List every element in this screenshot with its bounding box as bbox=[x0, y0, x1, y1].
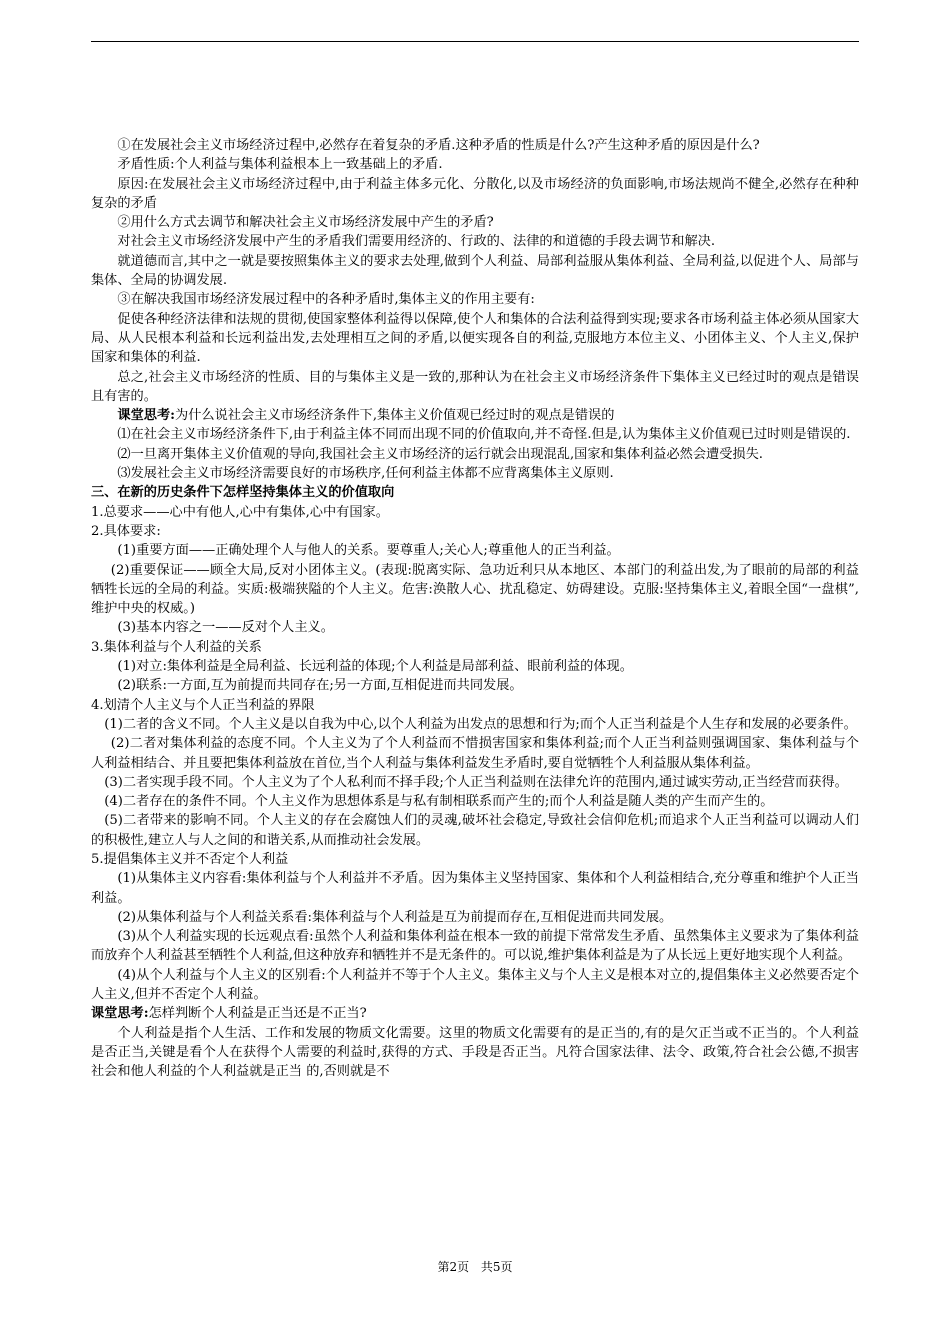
paragraph bbox=[91, 155, 859, 174]
page-total: 共5页 bbox=[480, 1260, 513, 1274]
paragraph-text: 总之,社会主义市场经济的性质、目的与集体主义是一致的,那种认为在社会主义市场经济条件下集体主义已经过时的观点是错误且有害的。 bbox=[91, 369, 859, 404]
classroom-thinking-label: 课堂思考: bbox=[91, 1006, 149, 1022]
paragraph-text: 怎样判断个人利益是正当还是不正当? bbox=[148, 1006, 367, 1022]
paragraph bbox=[91, 908, 859, 927]
paragraph-text: 2.具体要求: bbox=[91, 523, 161, 539]
paragraph bbox=[91, 425, 859, 444]
paragraph-text: 1.总要求——心中有他人,心中有集体,心中有国家。 bbox=[91, 504, 389, 520]
paragraph-text: 个人利益是指个人生活、工作和发展的物质文化需要。这里的物质文化需要有的是正当的,有的是欠正当或不正当的。个人利益是否正当,关键是看个人在获得个人需要的利益时,获得的方式、手段是否正当。凡符合国家法律、法令、政策,符合社会公德,不损害社会和他人利益的个人利益就是正当 的,否则就是不 bbox=[91, 1025, 859, 1080]
paragraph bbox=[91, 561, 859, 619]
paragraph-text: ③在解决我国市场经济发展过程中的各种矛盾时,集体主义的作用主要有: bbox=[117, 292, 535, 308]
paragraph bbox=[91, 232, 859, 251]
paragraph-text: 3.集体利益与个人利益的关系 bbox=[91, 639, 262, 655]
paragraph bbox=[91, 676, 859, 695]
paragraph bbox=[91, 1004, 859, 1023]
paragraph-text: 促使各种经济法律和法规的贯彻,使国家整体利益得以保障,使个人和集体的合法利益得到实现;要求各市场利益主体必须从国家大局、从人民根本利益和长远利益出发,去处理相互之间的矛盾,以便实现各自的利益,克服地方本位主义、小团体主义、个人主义,保护国家和集体的利益. bbox=[91, 311, 859, 366]
page-footer bbox=[0, 1258, 950, 1275]
paragraph-text: 对社会主义市场经济发展中产生的矛盾我们需要用经济的、行政的、法律的和道德的手段去调节和解决. bbox=[117, 234, 716, 250]
paragraph bbox=[91, 136, 859, 155]
paragraph-text: (4)二者存在的条件不同。个人主义作为思想体系是与私有制相联系而产生的;而个人利益是随人类的产生而产生的。 bbox=[104, 794, 774, 810]
paragraph-text: ①在发展社会主义市场经济过程中,必然存在着复杂的矛盾.这种矛盾的性质是什么?产生这种矛盾的原因是什么? bbox=[117, 138, 760, 153]
paragraph-text: (1)二者的含义不同。个人主义是以自我为中心,以个人利益为出发点的思想和行为;而个人正当利益是个人生存和发展的必要条件。 bbox=[104, 716, 857, 732]
paragraph-text: 矛盾性质:个人利益与集体利益根本上一致基础上的矛盾. bbox=[117, 157, 443, 173]
paragraph-text: (2)二者对集体利益的态度不同。个人主义为了个人利益而不惜损害国家和集体利益;而个人正当利益则强调国家、集体利益与个人利益相结合、并且要把集体利益放在首位,当个人利益与集体利益发生矛盾时,要自觉牺牲个人利益服从集体利益。 bbox=[91, 736, 859, 771]
paragraph bbox=[91, 792, 859, 811]
paragraph bbox=[91, 638, 859, 657]
paragraph bbox=[91, 869, 859, 908]
paragraph bbox=[91, 541, 859, 560]
paragraph-text: (3)二者实现手段不同。个人主义为了个人私利而不择手段;个人正当利益则在法律允许的范围内,通过诚实劳动,正当经营而获得。 bbox=[104, 774, 848, 790]
paragraph-text: (4)从个人利益与个人主义的区别看:个人利益并不等于个人主义。集体主义与个人主义是根本对立的,提倡集体主义必然要否定个人主义,但并不否定个人利益。 bbox=[91, 967, 859, 1003]
paragraph-text: (1)对立:集体利益是全局利益、长远利益的体现;个人利益是局部利益、眼前利益的体现。 bbox=[117, 659, 633, 675]
paragraph bbox=[91, 445, 859, 464]
paragraph-text: 就道德而言,其中之一就是要按照集体主义的要求去处理,做到个人利益、局部利益服从集体利益、全局利益,以促进个人、局部与集体、全局的协调发展. bbox=[91, 253, 859, 289]
page-number: 第2页 bbox=[437, 1260, 470, 1274]
document-body bbox=[91, 136, 859, 1082]
paragraph-text: 4.划清个人主义与个人正当利益的界限 bbox=[91, 697, 315, 713]
paragraph bbox=[91, 213, 859, 232]
paragraph bbox=[91, 715, 859, 734]
paragraph-text: (3)从个人利益实现的长远观点看:虽然个人利益和集体利益在根本一致的前提下常常发生矛盾、虽然集体主义要求为了集体利益而放弃个人利益甚至牺牲个人利益,但这种放弃和牺牲并不是无条件的。可以说,维护集体利益是为了从长远上更好地实现个人利益。 bbox=[91, 929, 859, 964]
paragraph-text: 5.提倡集体主义并不否定个人利益 bbox=[91, 851, 289, 867]
paragraph bbox=[91, 927, 859, 966]
paragraph-text: 为什么说社会主义市场经济条件下,集体主义价值观已经过时的观点是错误的 bbox=[175, 408, 615, 424]
header-rule bbox=[91, 41, 859, 42]
paragraph-text: ⑴在社会主义市场经济条件下,由于利益主体不同而出现不同的价值取向,并不奇怪.但是,认为集体主义价值观已过时则是错误的. bbox=[117, 427, 851, 443]
paragraph bbox=[91, 368, 859, 407]
paragraph-text: (2)重要保证——顾全大局,反对小团体主义。(表现:脱离实际、急功近利只从本地区、本部门的利益出发,为了眼前的局部的利益牺牲长远的全局的利益。实质:极端狭隘的个人主义。危害:涣散人心、扰乱稳定、妨碍建设。克服:坚持集体主义,着眼全国“一盘棋”,维护中央的权威。) bbox=[91, 562, 859, 617]
paragraph bbox=[91, 850, 859, 869]
paragraph-text: 三、在新的历史条件下怎样坚持集体主义的价值取向 bbox=[91, 485, 395, 501]
paragraph bbox=[91, 503, 859, 522]
paragraph bbox=[91, 252, 859, 291]
paragraph-text: (1)从集体主义内容看:集体利益与个人利益并不矛盾。因为集体主义坚持国家、集体和个人利益相结合,充分尊重和维护个人正当利益。 bbox=[91, 871, 859, 906]
paragraph bbox=[91, 811, 859, 850]
paragraph bbox=[91, 1024, 859, 1082]
paragraph bbox=[91, 966, 859, 1005]
paragraph bbox=[91, 657, 859, 676]
paragraph bbox=[91, 522, 859, 541]
classroom-thinking-label: 课堂思考: bbox=[117, 408, 176, 424]
paragraph-text: 原因:在发展社会主义市场经济过程中,由于利益主体多元化、分散化,以及市场经济的负面影响,市场法规尚不健全,必然存在种种复杂的矛盾 bbox=[91, 176, 859, 211]
paragraph bbox=[91, 290, 859, 309]
paragraph bbox=[91, 310, 859, 368]
paragraph bbox=[91, 696, 859, 715]
paragraph bbox=[91, 734, 859, 773]
paragraph-text: (5)二者带来的影响不同。个人主义的存在会腐蚀人们的灵魂,破坏社会稳定,导致社会信仰危机;而追求个人正当利益可以调动人们的积极性,建立人与人之间的和谐关系,从而推动社会发展。 bbox=[91, 813, 859, 848]
paragraph-text: ⑶发展社会主义市场经济需要良好的市场秩序,任何利益主体都不应背离集体主义原则. bbox=[117, 466, 614, 482]
paragraph bbox=[91, 773, 859, 792]
paragraph bbox=[91, 464, 859, 483]
paragraph-text: (3)基本内容之一——反对个人主义。 bbox=[117, 620, 334, 636]
paragraph-text: (2)联系:一方面,互为前提而共同存在;另一方面,互相促进而共同发展。 bbox=[117, 678, 523, 694]
paragraph-text: ②用什么方式去调节和解决社会主义市场经济发展中产生的矛盾? bbox=[117, 215, 494, 231]
paragraph-text: (2)从集体利益与个人利益关系看:集体利益与个人利益是互为前提而存在,互相促进而共同发展。 bbox=[117, 909, 673, 925]
section-heading bbox=[91, 483, 859, 502]
paragraph-text: ⑵一旦离开集体主义价值观的导向,我国社会主义市场经济的运行就会出现混乱,国家和集体利益必然会遭受损失. bbox=[117, 446, 763, 462]
paragraph bbox=[91, 175, 859, 214]
paragraph bbox=[91, 618, 859, 637]
paragraph bbox=[91, 406, 859, 425]
paragraph-text: (1)重要方面——正确处理个人与他人的关系。要尊重人;关心人;尊重他人的正当利益。 bbox=[117, 543, 620, 559]
